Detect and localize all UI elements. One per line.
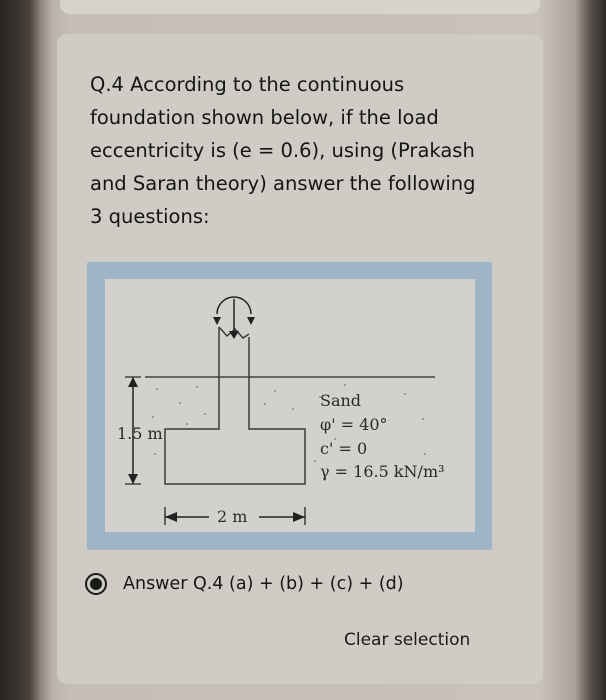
width-arrow-left — [165, 512, 177, 522]
foundation-diagram — [105, 279, 475, 532]
width-label: 2 m — [217, 507, 248, 526]
answer-label: Answer Q.4 (a) + (b) + (c) + (d) — [123, 574, 404, 594]
answer-radio[interactable] — [85, 573, 107, 595]
previous-card — [60, 0, 540, 14]
moment-arrow-left — [213, 317, 221, 325]
soil-cohesion: c' = 0 — [320, 439, 368, 458]
soil-unit-weight: γ = 16.5 kN/m³ — [320, 462, 445, 481]
clear-selection-button[interactable]: Clear selection — [344, 626, 470, 654]
footing-outline — [165, 327, 305, 484]
foundation-figure — [87, 262, 492, 550]
depth-arrow-top — [128, 377, 138, 387]
answer-option[interactable] — [85, 569, 505, 599]
radio-selected-dot — [90, 578, 102, 590]
soil-friction-angle: φ' = 40° — [320, 415, 388, 434]
question-text: Q.4 According to the continuous foundation shown below, if the load eccentricity is (e = 0.6), using (Prakash and Saran theory) answer the following 3 questions: — [90, 73, 476, 228]
foundation-drawing — [105, 279, 475, 532]
width-arrow-right — [293, 512, 305, 522]
soil-name: Sand — [320, 391, 362, 410]
moment-arrow-right — [247, 317, 255, 325]
depth-label: 1.5 m — [117, 424, 163, 443]
depth-arrow-bottom — [128, 474, 138, 484]
load-arrow-head — [229, 331, 239, 339]
